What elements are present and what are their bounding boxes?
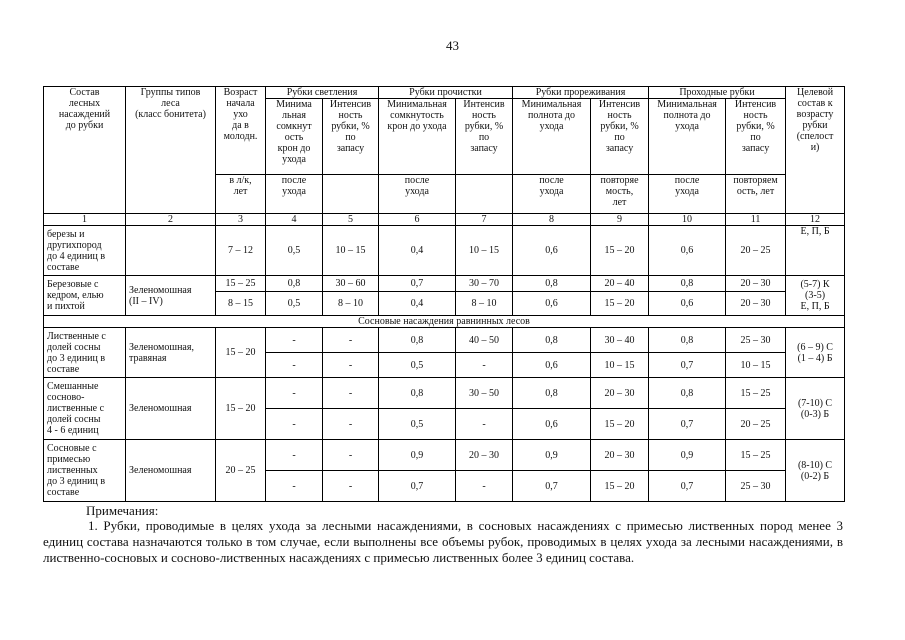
unit-col6: после ухода	[379, 175, 456, 214]
unit-col5	[323, 175, 379, 214]
cell-value: -	[323, 328, 379, 353]
cell-value: 15 – 20	[591, 409, 649, 440]
header-col10: Минимальная полнота до ухода	[649, 99, 726, 175]
group-header-lightening: Рубки светления	[266, 87, 379, 99]
cell-value: 0,7	[649, 353, 726, 378]
row-composition: Сосновые с примесью лиственных до 3 единиц в составе	[44, 440, 126, 502]
header-col5: Интенсив ность рубки, % по запасу	[323, 99, 379, 175]
row-target: (6 – 9) С (1 – 4) Б	[786, 328, 845, 378]
cell-value: 0,7	[379, 276, 456, 292]
table-row	[44, 378, 845, 409]
row-age: 15 – 20	[216, 328, 266, 378]
cell-value: 8 – 10	[456, 292, 513, 316]
cell-value: 10 – 15	[591, 353, 649, 378]
row-forest-type	[126, 226, 216, 276]
unit-col9: повторяе мость, лет	[591, 175, 649, 214]
column-number: 1	[44, 214, 126, 226]
cell-value: 0,7	[649, 409, 726, 440]
cell-value: 30 – 70	[456, 276, 513, 292]
unit-col3: в л/к, лет	[216, 175, 266, 214]
cell-value: 0,7	[379, 471, 456, 502]
cell-value: -	[266, 440, 323, 471]
cell-value: 0,7	[513, 471, 591, 502]
column-number: 5	[323, 214, 379, 226]
row-target: (7-10) С (0-3) Б	[786, 378, 845, 440]
cell-value: 30 – 50	[456, 378, 513, 409]
group-header-cleaning: Рубки прочистки	[379, 87, 513, 99]
row-forest-type: Зеленомошная	[126, 378, 216, 440]
column-number: 2	[126, 214, 216, 226]
section-title: Сосновые насаждения равнинных лесов	[44, 316, 845, 328]
row-composition: Лиственные с долей сосны до 3 единиц в составе	[44, 328, 126, 378]
cell-value: -	[323, 471, 379, 502]
cell-value: 0,8	[513, 378, 591, 409]
cell-value: 20 – 30	[591, 440, 649, 471]
table-row	[44, 276, 845, 292]
cell-value: 8 – 10	[323, 292, 379, 316]
group-header-passage: Проходные рубки	[649, 87, 786, 99]
cell-value: 0,6	[513, 292, 591, 316]
cell-value: 30 – 60	[323, 276, 379, 292]
cell-value: -	[266, 378, 323, 409]
row-target: Е, П, Б	[786, 226, 845, 276]
page-number: 43	[446, 38, 459, 53]
cell-value: 0,8	[649, 276, 726, 292]
cell-value: 0,6	[649, 292, 726, 316]
cell-value: 0,8	[513, 328, 591, 353]
header-col9: Интенсив ность рубки, % по запасу	[591, 99, 649, 175]
row-forest-type: Зеленомошная, травяная	[126, 328, 216, 378]
cell-value: 40 – 50	[456, 328, 513, 353]
cell-value: 0,6	[513, 409, 591, 440]
table-row	[44, 328, 845, 353]
cell-value: 0,8	[649, 328, 726, 353]
cell-value: 15 – 20	[591, 292, 649, 316]
cell-value: 0,7	[649, 471, 726, 502]
header-row-groups	[44, 87, 845, 99]
cell-value: 15 – 25	[726, 378, 786, 409]
cell-value: -	[323, 440, 379, 471]
row-composition: березы и другихпород до 4 единиц в составе	[44, 226, 126, 276]
cell-value: 15 – 20	[591, 226, 649, 276]
cell-value: -	[456, 353, 513, 378]
cell-value: 20 – 30	[726, 276, 786, 292]
row-age: 15 – 20	[216, 378, 266, 440]
cell-value: 0,9	[513, 440, 591, 471]
cell-value: 30 – 40	[591, 328, 649, 353]
unit-col8: после ухода	[513, 175, 591, 214]
cell-value: 0,5	[379, 409, 456, 440]
cell-value: 15 – 25	[726, 440, 786, 471]
column-number: 12	[786, 214, 845, 226]
column-number: 8	[513, 214, 591, 226]
column-number-row	[44, 214, 845, 226]
group-header-thinning: Рубки прореживания	[513, 87, 649, 99]
cell-value: 0,8	[266, 276, 323, 292]
cell-value: 20 – 25	[726, 226, 786, 276]
cell-value: 0,6	[513, 226, 591, 276]
column-number: 3	[216, 214, 266, 226]
cell-value: 0,9	[649, 440, 726, 471]
section-row	[44, 316, 845, 328]
cell-value: -	[266, 409, 323, 440]
cell-value: 0,8	[379, 378, 456, 409]
cell-value: 0,9	[379, 440, 456, 471]
cell-value: -	[456, 471, 513, 502]
cell-value: 20 – 40	[591, 276, 649, 292]
cell-value: 10 – 15	[323, 226, 379, 276]
row-forest-type: Зеленомошная (II – IV)	[126, 276, 216, 316]
header-target-composition: Целевой состав к возрасту рубки (спелост и)	[786, 87, 845, 214]
row-composition: Смешанные сосново- лиственные с долей сосны 4 - 6 единиц	[44, 378, 126, 440]
header-col7: Интенсив ность рубки, % по запасу	[456, 99, 513, 175]
cell-value: 0,4	[379, 292, 456, 316]
cell-value: 15 – 20	[591, 471, 649, 502]
row-age: 20 – 25	[216, 440, 266, 502]
cell-value: 0,5	[379, 353, 456, 378]
header-col4: Минима льная сомкнут ость крон до ухода	[266, 99, 323, 175]
row-age: 15 – 25	[216, 276, 266, 292]
column-number: 4	[266, 214, 323, 226]
cell-value: 0,6	[513, 353, 591, 378]
header-col8: Минимальная полнота до ухода	[513, 99, 591, 175]
cell-value: -	[323, 409, 379, 440]
cell-value: 0,8	[379, 328, 456, 353]
unit-col7	[456, 175, 513, 214]
cell-value: 20 – 30	[591, 378, 649, 409]
cell-value: 0,8	[649, 378, 726, 409]
row-target: (5-7) К (3-5) Е, П, Б	[786, 276, 845, 316]
table-row	[44, 226, 845, 276]
cell-value: -	[323, 378, 379, 409]
unit-col4: после ухода	[266, 175, 323, 214]
cell-value: 20 – 30	[456, 440, 513, 471]
table-row	[44, 440, 845, 471]
column-number: 6	[379, 214, 456, 226]
cell-value: 10 – 15	[456, 226, 513, 276]
row-target: (8-10) С (0-2) Б	[786, 440, 845, 502]
cell-value: 20 – 30	[726, 292, 786, 316]
cell-value: -	[266, 353, 323, 378]
note-item: 1. Рубки, проводимые в целях ухода за лесными насаждениями, в сосновых насаждениях с примесью лиственных пород менее 3 единиц состава назначаются только в том случае, если выполнены все объемы рубок, проводимых в целях ухода за лесными насаждениями, в лиственно-сосновых и сосново-лиственных насаждениях с примесью лиственных более 3 единиц состава.	[43, 518, 843, 565]
header-forest-type: Группы типов леса (класс бонитета)	[126, 87, 216, 214]
row-forest-type: Зеленомошная	[126, 440, 216, 502]
cell-value: 0,5	[266, 226, 323, 276]
cell-value: 0,6	[649, 226, 726, 276]
column-number: 9	[591, 214, 649, 226]
cell-value: 25 – 30	[726, 328, 786, 353]
column-number: 10	[649, 214, 726, 226]
cell-value: 20 – 25	[726, 409, 786, 440]
silviculture-table	[43, 86, 845, 502]
notes-title: Примечания:	[86, 503, 159, 518]
cell-value: -	[456, 409, 513, 440]
cell-value: 0,8	[513, 276, 591, 292]
header-col6: Минимальная сомкнутость крон до ухода	[379, 99, 456, 175]
cell-value: -	[266, 471, 323, 502]
cell-value: 0,5	[266, 292, 323, 316]
row-composition: Березовые с кедром, елью и пихтой	[44, 276, 126, 316]
cell-value: -	[266, 328, 323, 353]
column-number: 11	[726, 214, 786, 226]
row-age: 8 – 15	[216, 292, 266, 316]
unit-col11: повторяем ость, лет	[726, 175, 786, 214]
cell-value: 25 – 30	[726, 471, 786, 502]
header-composition: Состав лесных насаждений до рубки	[44, 87, 126, 214]
unit-col10: после ухода	[649, 175, 726, 214]
row-age: 7 – 12	[216, 226, 266, 276]
cell-value: 0,4	[379, 226, 456, 276]
header-start-age: Возраст начала ухо да в молодн.	[216, 87, 266, 175]
cell-value: 10 – 15	[726, 353, 786, 378]
column-number: 7	[456, 214, 513, 226]
cell-value: -	[323, 353, 379, 378]
header-col11: Интенсив ность рубки, % по запасу	[726, 99, 786, 175]
